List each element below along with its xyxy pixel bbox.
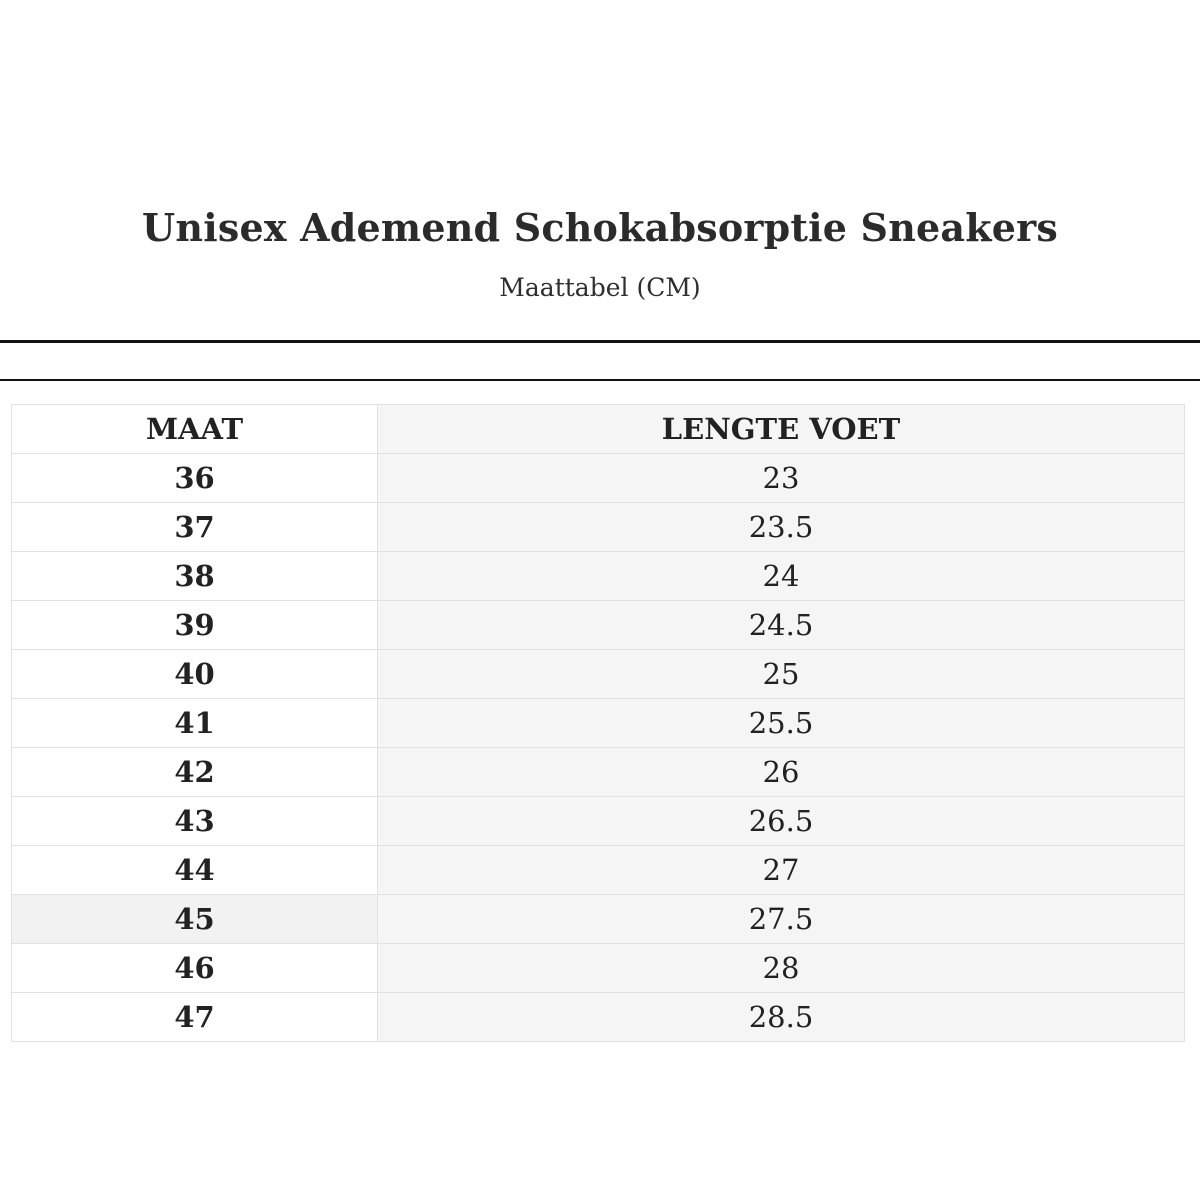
maat-cell: 38 [12, 551, 378, 600]
lengte-cell: 25.5 [378, 698, 1185, 747]
maat-cell: 42 [12, 747, 378, 796]
maat-cell: 44 [12, 845, 378, 894]
table-row [12, 453, 1185, 502]
maat-cell: 41 [12, 698, 378, 747]
size-table [11, 404, 1185, 1042]
lengte-cell: 23.5 [378, 502, 1185, 551]
lengte-cell: 25 [378, 649, 1185, 698]
table-row [12, 502, 1185, 551]
table-row [12, 698, 1185, 747]
lengte-cell: 24.5 [378, 600, 1185, 649]
maat-cell: 39 [12, 600, 378, 649]
lengte-cell: 28 [378, 943, 1185, 992]
maat-cell: 46 [12, 943, 378, 992]
divider-bottom [0, 379, 1200, 381]
lengte-cell: 28.5 [378, 992, 1185, 1041]
maat-cell: 40 [12, 649, 378, 698]
table-row [12, 796, 1185, 845]
table-row [12, 992, 1185, 1041]
lengte-cell: 26 [378, 747, 1185, 796]
lengte-cell: 27 [378, 845, 1185, 894]
maat-cell: 45 [12, 894, 378, 943]
lengte-cell: 24 [378, 551, 1185, 600]
table-row [12, 845, 1185, 894]
table-row [12, 551, 1185, 600]
size-chart-page [0, 205, 1200, 1200]
table-row-highlighted [12, 894, 1185, 943]
table-row [12, 747, 1185, 796]
maat-cell: 36 [12, 453, 378, 502]
divider-top [0, 340, 1200, 343]
lengte-cell: 27.5 [378, 894, 1185, 943]
page-subtitle: Maattabel (CM) [499, 272, 701, 302]
col-header-lengte-voet: LENGTE VOET [378, 404, 1185, 453]
maat-cell: 43 [12, 796, 378, 845]
lengte-cell: 23 [378, 453, 1185, 502]
table-row [12, 649, 1185, 698]
col-header-maat: MAAT [12, 404, 378, 453]
maat-cell: 37 [12, 502, 378, 551]
page-title: Unisex Ademend Schokabsorptie Sneakers [142, 205, 1058, 250]
table-row [12, 600, 1185, 649]
lengte-cell: 26.5 [378, 796, 1185, 845]
table-header-row [12, 404, 1185, 453]
maat-cell: 47 [12, 992, 378, 1041]
table-row [12, 943, 1185, 992]
